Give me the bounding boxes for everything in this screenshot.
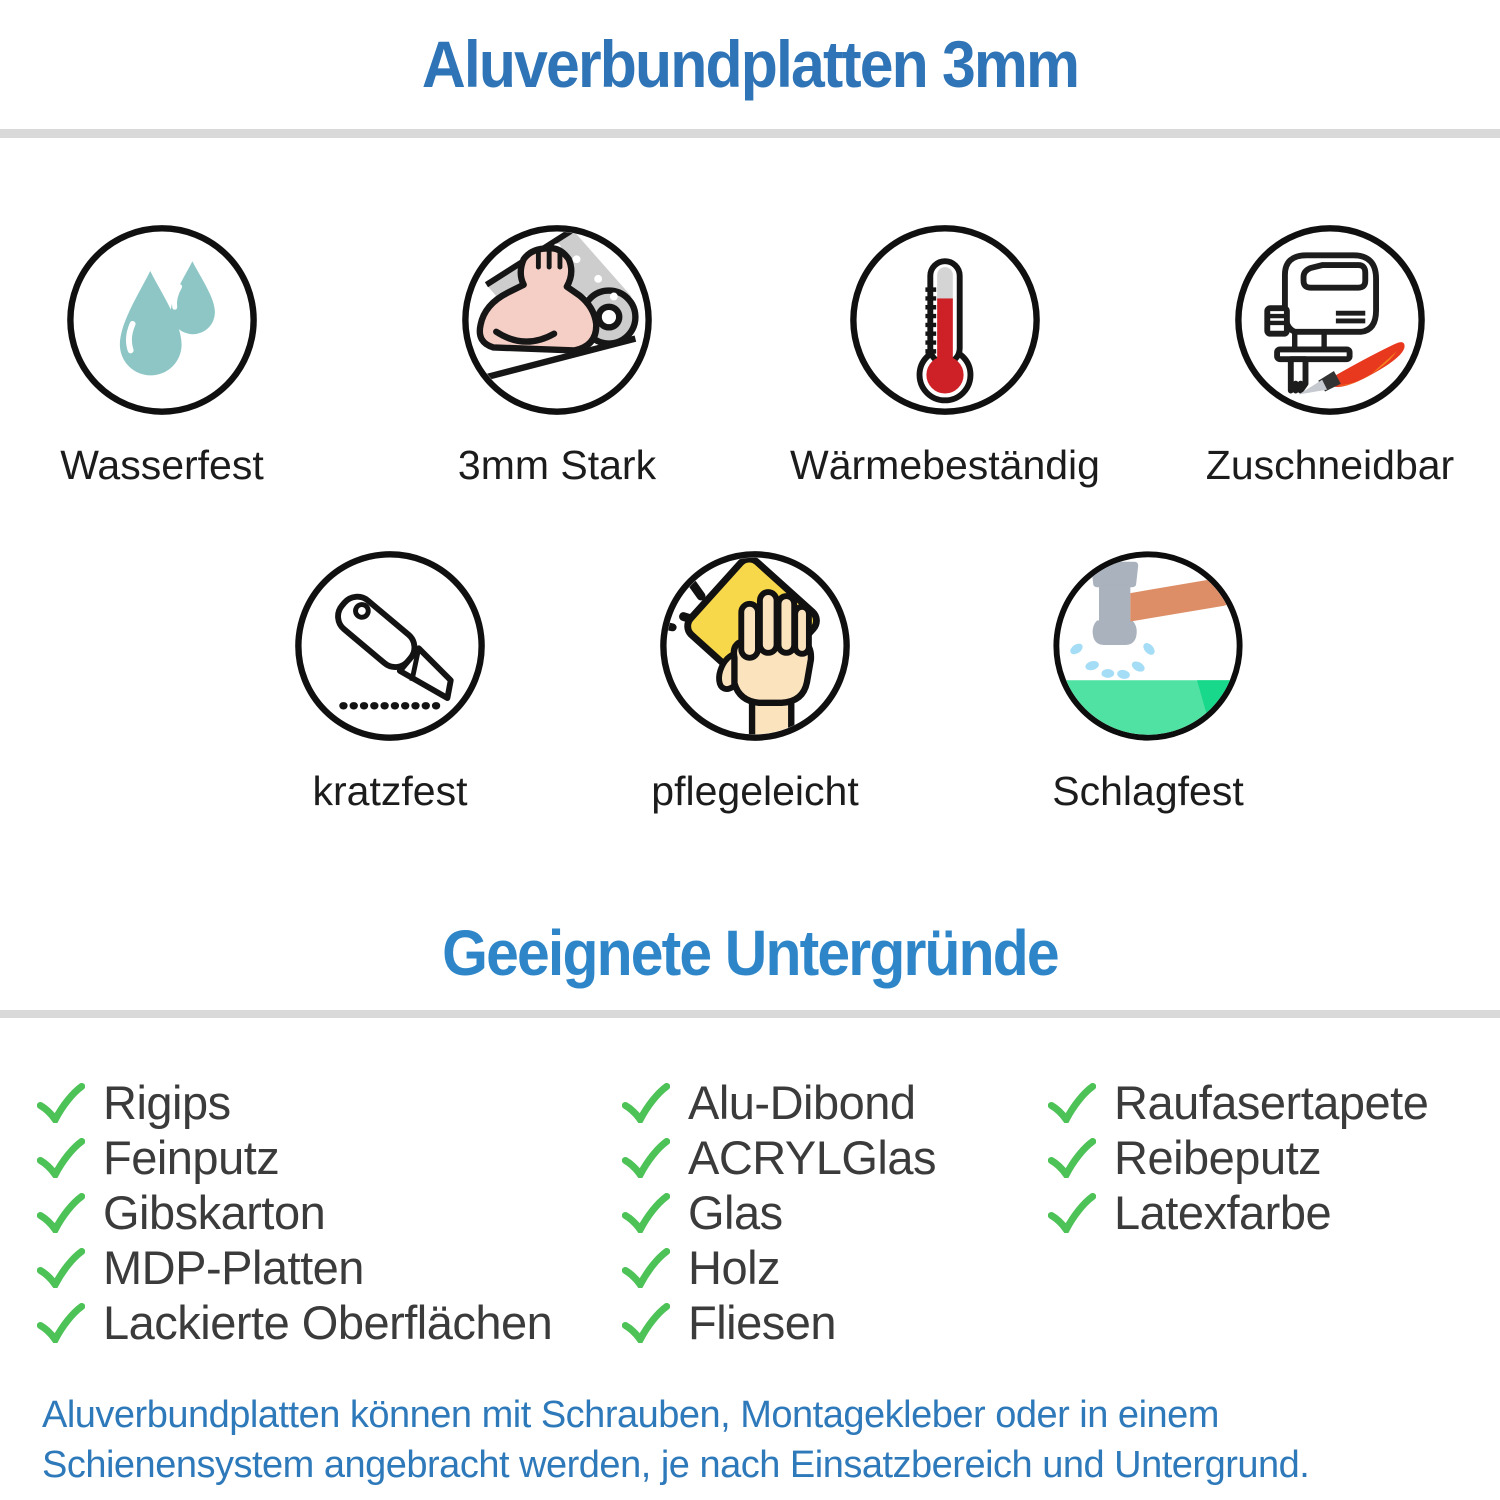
substrate-item — [622, 1075, 936, 1130]
feature-label: Zuschneidbar — [1205, 442, 1455, 488]
substrate-label: MDP-Platten — [103, 1241, 364, 1294]
page-title: Aluverbundplatten 3mm — [421, 27, 1079, 101]
substrate-column-1 — [37, 1075, 552, 1350]
substrate-item — [37, 1185, 552, 1240]
feature-wasserfest — [0, 222, 332, 489]
check-icon — [37, 1138, 85, 1178]
check-icon — [37, 1303, 85, 1343]
wiping-hand-icon — [657, 548, 853, 744]
check-icon — [622, 1248, 670, 1288]
check-icon — [1048, 1193, 1096, 1233]
feature-label: Schlagfest — [1052, 768, 1244, 814]
feature-zuschneidbar — [1160, 222, 1500, 489]
substrate-item — [37, 1130, 552, 1185]
hammer-impact-icon — [1050, 548, 1246, 744]
water-drops-icon — [64, 222, 260, 418]
substrate-label: ACRYLGlas — [688, 1131, 937, 1184]
check-icon — [622, 1083, 670, 1123]
feature-waermebestaendig — [775, 222, 1115, 489]
check-icon — [37, 1193, 85, 1233]
substrate-item — [622, 1130, 936, 1185]
footer-note — [42, 1390, 1309, 1490]
check-icon — [1048, 1083, 1096, 1123]
check-icon — [622, 1193, 670, 1233]
substrate-label: Latexfarbe — [1114, 1186, 1332, 1239]
footer-line-2: Schienensystem angebracht werden, je nach Einsatzbereich und Untergrund. — [42, 1444, 1310, 1486]
section-title-untergruende: Geeignete Untergründe — [442, 917, 1058, 989]
substrate-label: Glas — [688, 1186, 783, 1239]
substrate-label: Holz — [688, 1241, 781, 1294]
substrate-item — [622, 1240, 936, 1295]
substrate-column-2 — [622, 1075, 936, 1350]
feature-kratzfest — [220, 548, 560, 815]
feature-3mm-stark — [387, 222, 727, 489]
feature-label: Wärmebeständig — [790, 442, 1100, 488]
check-icon — [37, 1248, 85, 1288]
substrate-item — [1048, 1130, 1428, 1185]
substrate-item — [622, 1185, 936, 1240]
substrate-label: Rigips — [103, 1076, 231, 1129]
thermometer-icon — [847, 222, 1043, 418]
check-icon — [1048, 1138, 1096, 1178]
divider-top — [0, 129, 1500, 138]
substrate-item — [37, 1240, 552, 1295]
substrate-column-3 — [1048, 1075, 1428, 1240]
check-icon — [622, 1303, 670, 1343]
feature-schlagfest — [978, 548, 1318, 815]
substrate-item — [1048, 1075, 1428, 1130]
flexed-arm-panel-icon — [459, 222, 655, 418]
check-icon — [622, 1138, 670, 1178]
feature-label: Wasserfest — [60, 442, 264, 488]
check-icon — [37, 1083, 85, 1123]
substrate-label: Fliesen — [688, 1296, 837, 1349]
feature-pflegeleicht — [585, 548, 925, 815]
feature-label: kratzfest — [312, 768, 468, 814]
substrate-item — [622, 1295, 936, 1350]
substrate-label: Gibskarton — [103, 1186, 326, 1239]
substrate-item — [37, 1075, 552, 1130]
utility-knife-icon — [292, 548, 488, 744]
substrate-item — [37, 1295, 552, 1350]
substrate-label: Lackierte Oberflächen — [103, 1296, 553, 1349]
substrate-label: Feinputz — [103, 1131, 280, 1184]
substrate-label: Alu-Dibond — [688, 1076, 916, 1129]
feature-label: pflegeleicht — [651, 768, 859, 814]
substrate-item — [1048, 1185, 1428, 1240]
jigsaw-cutter-icon — [1232, 222, 1428, 418]
divider-middle — [0, 1010, 1500, 1018]
substrate-label: Reibeputz — [1114, 1131, 1322, 1184]
feature-label: 3mm Stark — [457, 442, 657, 488]
substrate-label: Raufasertapete — [1114, 1076, 1429, 1129]
footer-line-1: Aluverbundplatten können mit Schrauben, Montagekleber oder in einem — [42, 1394, 1219, 1436]
